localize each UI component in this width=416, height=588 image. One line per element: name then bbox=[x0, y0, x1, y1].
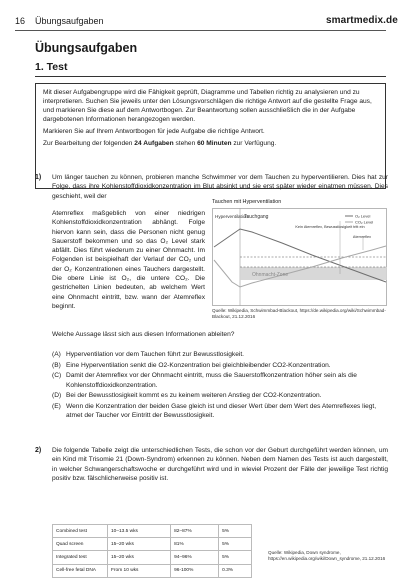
option-text: Eine Hyperventilation senkt die O2-Konzentration bei gleichbleibender CO2-Konzentration. bbox=[66, 361, 331, 369]
table-row bbox=[53, 551, 252, 564]
option-text: Wenn die Konzentration der beiden Gase gleich ist und dieser Wert über dem Wert des Atemreflexes liegt, atmet der Taucher vor Eintritt der Bewusstlosigkeit. bbox=[66, 402, 377, 420]
option-letter: (D) bbox=[52, 392, 62, 400]
table-cell: 5% bbox=[219, 525, 252, 538]
instructions-paragraph: Markieren Sie auf Ihrem Antwortbogen für jede Aufgabe die richtige Antwort. bbox=[43, 128, 265, 135]
subsection-divider bbox=[35, 76, 386, 77]
diving-chart bbox=[212, 208, 387, 306]
table-cell: 0.3% bbox=[219, 564, 252, 577]
figure-caption: Quelle: Wikipedia, Schwimmbad-Blackout, https://de.wikipedia.org/wiki/Schwimmbad-Blackout, 21.12.2016 bbox=[212, 308, 386, 319]
table-row bbox=[53, 538, 252, 551]
option-text: Hyperventilation vor dem Tauchen führt zur Bewusstlosigkeit. bbox=[66, 351, 244, 358]
question-text-continued: Atemreflex maßgeblich von einer niedrigen Kohlenstoffdioxidkonzentration abhängt. Folge hiervon kann sein, dass die Personen nicht genug Sauerstoff bekommen und so das O₂ Level stark abfällt. Dies führt wiederum zu einer Ohnmacht. Im Folgenden ist beispielhaft der Verlauf der CO₂ und der O₂ Konzentrationen eines Tauchers dargestellt. Die obere Linie ist O₂, die untere CO₂. Die gestrichelten Linien bedeuten, ab welchem Wert eine Ohnmacht eintritt, bzw. wann der Atemreflex beginnt. bbox=[52, 210, 205, 310]
table-cell: 96-100% bbox=[171, 564, 219, 577]
table-cell: From 10 wks bbox=[108, 564, 171, 577]
table-cell: 15–20 wks bbox=[108, 538, 171, 551]
table-cell: Quad screen bbox=[53, 538, 108, 551]
answer-option-a[interactable] bbox=[52, 350, 390, 359]
table-cell: 5% bbox=[219, 551, 252, 564]
question-number: 1) bbox=[35, 174, 42, 181]
table-cell: Integrated test bbox=[53, 551, 108, 564]
answer-option-c[interactable] bbox=[52, 371, 390, 390]
table-row bbox=[53, 525, 252, 538]
answer-options bbox=[52, 350, 390, 422]
figure-title: Tauchen mit Hyperventilation bbox=[212, 199, 282, 205]
annotation-no-reflex: Kein Atemreflex, Bewusstlosigkeit tritt ein bbox=[295, 225, 365, 229]
option-letter: (B) bbox=[52, 361, 61, 369]
table-cell: Combined test bbox=[53, 525, 108, 538]
subsection-title: 1. Test bbox=[35, 61, 68, 73]
time-limit: 60 Minuten bbox=[197, 140, 232, 147]
time-limit-paragraph: Zur Bearbeitung der folgenden 24 Aufgaben stehen 60 Minuten zur Verfügung. bbox=[43, 140, 277, 147]
question-text: Die folgende Tabelle zeigt die unterschiedlichen Tests, die schon vor der Geburt durchgeführt werden können, um ein Kind mit Trisomie 21 (Down-Syndrom) erkennen zu können. Neben dem Namen des Tests ist auch dargestellt, in welcher Schwangerschaftswoche er durchgeführt wird und in wieviel Prozent der Fälle der jeweilige Test richtig positiv bzw. fälschlicherweise positiv ist. bbox=[52, 447, 388, 482]
table-cell: 81% bbox=[171, 538, 219, 551]
page-header bbox=[0, 0, 416, 38]
annotation-reflex: Atemreflex bbox=[352, 235, 372, 239]
option-text: Bei der Bewusstlosigkeit kommt es zu keinem weiteren Anstieg der CO2-Konzentration. bbox=[66, 392, 322, 400]
table-caption: Quelle: Wikipedia, Down syndrome, https://en.wikipedia.org/wiki/Down_syndrome, 21.12.2016 bbox=[268, 550, 386, 561]
table-cell: 15–20 wks bbox=[108, 551, 171, 564]
prenatal-tests-table bbox=[52, 524, 252, 578]
answer-option-e[interactable] bbox=[52, 402, 390, 421]
instructions-paragraph: Mit dieser Aufgabengruppe wird die Fähigkeit geprüft, Diagramme und Tabellen richtig zu analysieren und zu interpretieren. Suchen Sie jeweils unter den Lösungsvorschlägen die richtige Antwort auf die gestellte Frage aus, und markieren Sie diese auf dem Antwortbogen. Zur Beantwortung sollen ausschließlich die in der Aufgabe dargebotenen Informationen herangezogen werden. bbox=[43, 89, 372, 123]
answer-option-d[interactable] bbox=[52, 391, 390, 400]
table-cell: 94–96% bbox=[171, 551, 219, 564]
option-letter: (A) bbox=[52, 351, 61, 358]
answer-option-b[interactable] bbox=[52, 361, 390, 370]
table-cell: 82–87% bbox=[171, 525, 219, 538]
legend-label-co2: CO₂ Level bbox=[355, 219, 374, 225]
annotation-zone: Ohnmacht-Zone bbox=[252, 272, 289, 278]
question-number: 2) bbox=[35, 447, 42, 454]
option-letter: (E) bbox=[52, 402, 61, 410]
section-title: Übungsaufgaben bbox=[35, 41, 138, 55]
page-number: 16 bbox=[15, 16, 26, 26]
table-cell: 5% bbox=[219, 538, 252, 551]
question-text: Um länger tauchen zu können, probieren manche Schwimmer vor dem Tauchen zu hyperventilieren. Dies hat zur Folge, dass ihre Kohlenstoffdioxidkonzentration im Blut absinkt und sie erst später wieder einatmen müssen. Dies geschieht, weil der bbox=[52, 174, 388, 200]
phase-label: Hyperventilation bbox=[215, 214, 248, 219]
option-text: Damit der Atemreflex vor der Ohnmacht eintritt, muss die Sauerstoffkonzentration höher sein als die Kohlenstoffdioxidkonzentration. bbox=[66, 372, 357, 389]
task-count: 24 Aufgaben bbox=[134, 140, 174, 147]
table-cell: Cell-free fetal DNA bbox=[53, 564, 108, 577]
header-divider bbox=[15, 30, 386, 31]
legend-label-o2: O₂ Level bbox=[355, 213, 371, 219]
brand-logo: smartmedix.de bbox=[326, 15, 398, 26]
option-letter: (C) bbox=[52, 372, 62, 380]
diving-chart-figure bbox=[212, 199, 387, 320]
table-cell: 10–13.5 wks bbox=[108, 525, 171, 538]
running-header-title: Übungsaufgaben bbox=[35, 16, 104, 26]
question-prompt: Welche Aussage lässt sich aus diesen Informationen ableiten? bbox=[52, 331, 235, 338]
table-row bbox=[53, 564, 252, 577]
phase-label: Tauchgang bbox=[244, 214, 269, 220]
